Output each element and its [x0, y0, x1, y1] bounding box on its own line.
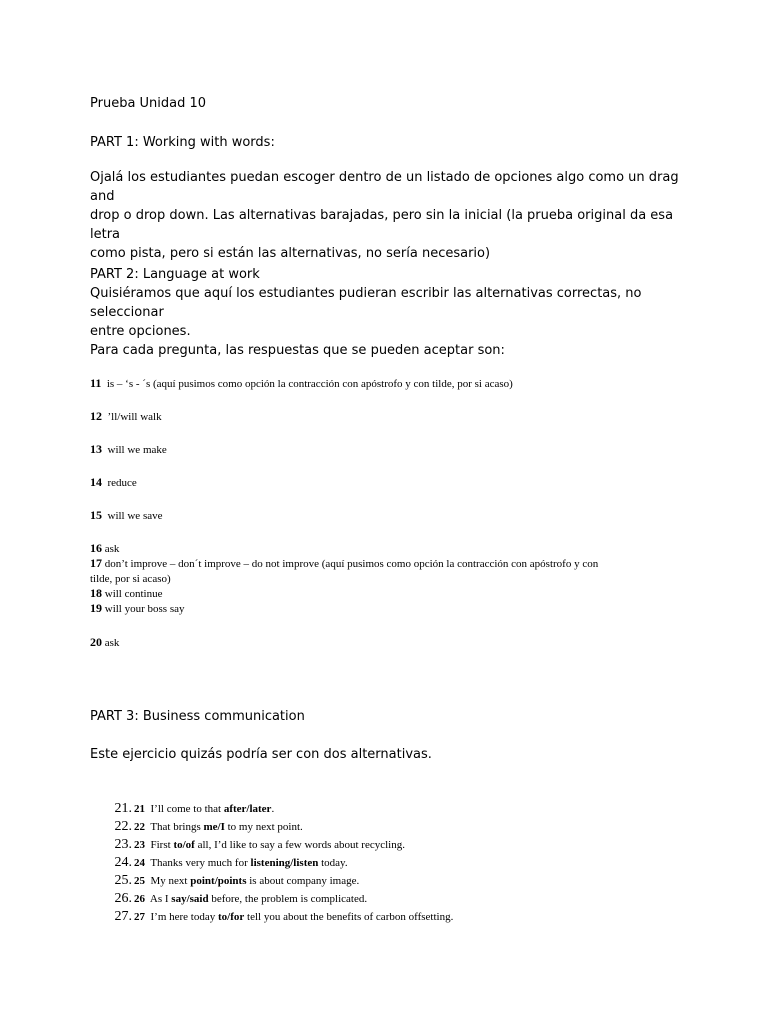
list-item	[90, 836, 690, 854]
part1-line: Ojalá los estudiantes puedan escoger dentro de un listado de opciones algo como un drag and	[90, 170, 679, 204]
part3-note: Este ejercicio quizás podría ser con dos alternativas.	[90, 747, 432, 762]
answer-number: 14	[90, 475, 102, 489]
item-text: As I	[149, 893, 172, 905]
item-text: First	[150, 839, 174, 851]
answer-number: 17	[90, 556, 102, 570]
part2-line: Quisiéramos que aquí los estudiantes pudieran escribir las alternativas correctas, no seleccionar	[90, 286, 642, 320]
part1-line: como pista, pero si están las alternativas, no sería necesario)	[90, 246, 491, 261]
item-answer: me/I	[203, 821, 225, 833]
answer-number: 11	[90, 376, 102, 390]
answer-15	[90, 508, 690, 524]
list-number: 27.	[114, 909, 132, 924]
part1-line: drop o drop down. Las alternativas barajadas, pero sin la inicial (la prueba original da esa letra	[90, 208, 674, 242]
document-title: Prueba Unidad 10	[90, 96, 207, 111]
answer-text: ask	[104, 637, 120, 649]
answer-16	[90, 541, 690, 557]
item-text: all, I’d like to say a few words about recycling.	[194, 839, 405, 851]
item-number: 27	[134, 911, 145, 923]
answer-text: is – ‘s - ´s (aquí pusimos como opción la contracción con apóstrofo y con tilde, por si acaso)	[106, 378, 513, 390]
answer-text: will we make	[107, 444, 167, 456]
list-item	[90, 818, 690, 836]
part3-heading: PART 3: Business communication	[90, 709, 305, 724]
item-answer: to/for	[218, 911, 245, 923]
item-number: 22	[134, 821, 145, 833]
part2-heading: PART 2: Language at work	[90, 267, 260, 282]
item-number: 25	[134, 875, 145, 887]
part2-body	[90, 284, 690, 360]
list-item	[90, 800, 690, 818]
answer-number: 12	[90, 409, 102, 423]
item-number: 23	[134, 839, 145, 851]
answer-text: don’t improve – don´t improve – do not improve (aquí pusimos como opción la contracción con apóstrofo y con	[104, 558, 599, 570]
answer-text: will your boss say	[104, 603, 185, 615]
item-text: I’m here today	[150, 911, 218, 923]
list-number: 26.	[114, 891, 132, 906]
answer-text: reduce	[107, 477, 137, 489]
answer-14	[90, 475, 690, 491]
item-answer: listening/listen	[250, 857, 319, 869]
item-number: 26	[134, 893, 145, 905]
item-text: is about company image.	[246, 875, 360, 887]
item-number: 24	[134, 857, 145, 869]
item-answer: after/later	[223, 803, 272, 815]
item-answer: to/of	[173, 839, 195, 851]
answer-text: will continue	[104, 588, 163, 600]
item-text: today.	[318, 857, 348, 869]
part2-line: entre opciones.	[90, 324, 191, 339]
list-number: 21.	[114, 801, 132, 816]
answer-18	[90, 586, 690, 602]
answer-17	[90, 556, 690, 587]
list-item	[90, 908, 690, 926]
answer-number: 19	[90, 601, 102, 615]
part3-list	[90, 800, 690, 926]
item-text: before, the problem is complicated.	[208, 893, 368, 905]
answer-number: 18	[90, 586, 102, 600]
answer-number: 13	[90, 442, 102, 456]
answer-number: 16	[90, 541, 102, 555]
part1-body	[90, 168, 690, 263]
answer-12	[90, 409, 690, 425]
answer-number: 20	[90, 635, 102, 649]
list-item	[90, 872, 690, 890]
list-item	[90, 890, 690, 908]
item-text: .	[271, 803, 275, 815]
item-text: to my next point.	[224, 821, 303, 833]
answer-text: ask	[104, 543, 120, 555]
item-answer: point/points	[190, 875, 247, 887]
list-item	[90, 854, 690, 872]
item-text: tell you about the benefits of carbon offsetting.	[244, 911, 454, 923]
part2-line: Para cada pregunta, las respuestas que se pueden aceptar son:	[90, 343, 505, 358]
list-number: 22.	[114, 819, 132, 834]
item-text: That brings	[150, 821, 204, 833]
answer-20	[90, 635, 690, 651]
answer-13	[90, 442, 690, 458]
item-text: Thanks very much for	[150, 857, 251, 869]
item-text: I’ll come to that	[150, 803, 224, 815]
item-text: My next	[150, 875, 191, 887]
item-number: 21	[134, 803, 145, 815]
answer-text: will we save	[107, 510, 163, 522]
answer-11	[90, 376, 690, 392]
list-number: 24.	[114, 855, 132, 870]
list-number: 25.	[114, 873, 132, 888]
answer-number: 15	[90, 508, 102, 522]
answer-text-continuation: tilde, por si acaso)	[90, 573, 171, 585]
answer-19	[90, 601, 690, 617]
list-number: 23.	[114, 837, 132, 852]
answer-text: ’ll/will walk	[107, 411, 162, 423]
item-answer: say/said	[171, 893, 209, 905]
part1-heading: PART 1: Working with words:	[90, 135, 275, 150]
